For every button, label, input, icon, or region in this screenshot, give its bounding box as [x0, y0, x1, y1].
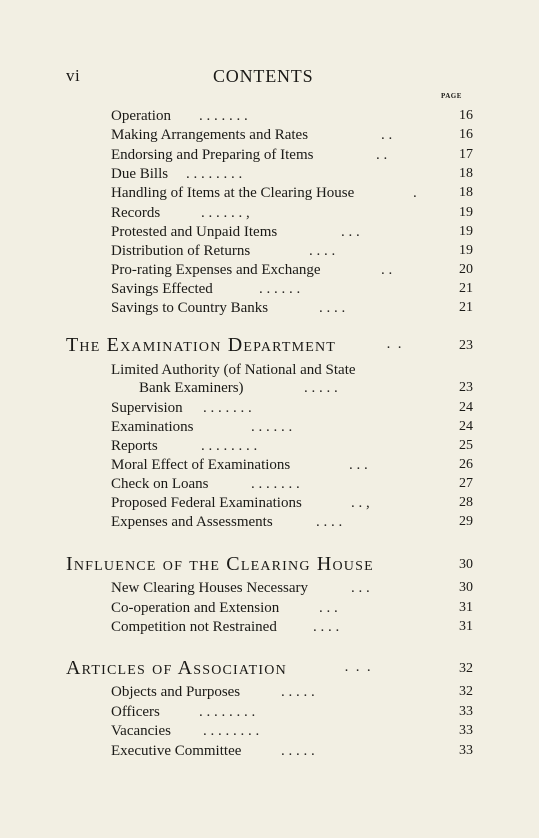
entry-title: Pro-rating Expenses and Exchange	[111, 262, 321, 278]
toc-entry	[111, 125, 473, 147]
entry-title: Operation	[111, 108, 171, 124]
entry-title: Savings Effected	[111, 281, 213, 297]
entry-title: Distribution of Returns	[111, 243, 251, 259]
dot-leader: . . . . .	[281, 684, 315, 700]
page-number: 24	[459, 419, 473, 434]
dot-leader: . . . . . . . .	[199, 704, 256, 720]
dot-leader: . . . . . . .	[203, 400, 252, 416]
entry-title: Due Bills	[111, 166, 169, 182]
dot-leader: . . .	[341, 224, 360, 240]
dot-leader: . . . . . . .	[199, 108, 248, 124]
toc-entry	[111, 378, 473, 400]
toc-entry	[111, 721, 473, 743]
page-number: 18	[459, 185, 473, 200]
dot-leader: . . .	[349, 457, 368, 473]
toc-section-heading	[66, 333, 473, 359]
entry-title: Objects and Purposes	[111, 684, 241, 700]
dot-leader: . . . .	[316, 514, 343, 530]
entry-title: Records	[111, 205, 161, 221]
entry-title: New Clearing Houses Necessary	[111, 580, 309, 596]
toc-entry	[111, 682, 473, 704]
toc-entry	[111, 183, 473, 205]
toc-entry	[111, 741, 473, 763]
entry-title: Limited Authority (of National and State	[111, 362, 356, 378]
page-number: 19	[459, 243, 473, 258]
dot-leader: .	[413, 185, 417, 201]
entry-title: Co-operation and Extension	[111, 600, 280, 616]
page-number: 29	[459, 514, 473, 529]
page-number: 19	[459, 205, 473, 220]
section-title: The Examination Department	[66, 334, 337, 356]
entry-title: Moral Effect of Examinations	[111, 457, 291, 473]
page-number: 23	[459, 338, 473, 353]
page-number: 30	[459, 580, 473, 595]
page-number: 27	[459, 476, 473, 491]
dot-leader: . . .	[351, 580, 370, 596]
dot-leader: . . . . . .	[251, 419, 293, 435]
toc-entry	[111, 578, 473, 600]
entry-title: Protested and Unpaid Items	[111, 224, 278, 240]
page-number: 30	[459, 557, 473, 572]
page-number: 31	[459, 619, 473, 634]
dot-leader: . . . . .	[304, 380, 338, 396]
entry-title: Vacancies	[111, 723, 171, 739]
dot-leader: · · ·	[344, 663, 373, 679]
page-number: 20	[459, 262, 473, 277]
page-folio: vi	[66, 66, 81, 85]
page-number: 16	[459, 108, 473, 123]
entry-title: Examinations	[111, 419, 194, 435]
toc-entry	[111, 298, 473, 320]
page-number: 23	[459, 380, 473, 395]
dot-leader: . . . . . .	[259, 281, 301, 297]
page-number: 21	[459, 281, 473, 296]
page-column-label: PAGE	[441, 92, 462, 100]
dot-leader: . .	[381, 262, 393, 278]
entry-title: Bank Examiners)	[139, 380, 244, 396]
dot-leader: . .	[376, 147, 388, 163]
page-number: 32	[459, 661, 473, 676]
page-number: 19	[459, 224, 473, 239]
dot-leader: . . ,	[351, 495, 370, 511]
entry-title: Competition not Restrained	[111, 619, 277, 635]
page-number: 33	[459, 704, 473, 719]
entry-title: Expenses and Assessments	[111, 514, 273, 530]
dot-leader: . . .	[319, 600, 338, 616]
page-number: 25	[459, 438, 473, 453]
entry-title: Officers	[111, 704, 160, 720]
dot-leader: . . . . . . ,	[201, 205, 250, 221]
toc-section-heading	[66, 552, 473, 578]
entry-title: Endorsing and Preparing of Items	[111, 147, 314, 163]
entry-title: Reports	[111, 438, 158, 454]
page-number: 28	[459, 495, 473, 510]
page-number: 26	[459, 457, 473, 472]
page-number: 32	[459, 684, 473, 699]
dot-leader: . .	[381, 127, 393, 143]
entry-title: Supervision	[111, 400, 183, 416]
dot-leader: . . . . . . . .	[201, 438, 258, 454]
page-number: 33	[459, 743, 473, 758]
entry-title: Check on Loans	[111, 476, 209, 492]
entry-title: Proposed Federal Examinations	[111, 495, 302, 511]
dot-leader: . . . .	[309, 243, 336, 259]
dot-leader: . . . . . . .	[251, 476, 300, 492]
entry-title: Savings to Country Banks	[111, 300, 269, 316]
page-number: 18	[459, 166, 473, 181]
page-number: 21	[459, 300, 473, 315]
dot-leader: . . . . .	[281, 743, 315, 759]
page-number: 16	[459, 127, 473, 142]
entry-title: Executive Committee	[111, 743, 242, 759]
page-number: 17	[459, 147, 473, 162]
page-number: 24	[459, 400, 473, 415]
toc-entry	[111, 617, 473, 639]
section-title: Influence of the Clearing House	[66, 553, 374, 575]
dot-leader: . . . . . . . .	[203, 723, 260, 739]
dot-leader: · ·	[386, 340, 404, 356]
dot-leader: . . . .	[319, 300, 346, 316]
page-number: 33	[459, 723, 473, 738]
entry-title: Making Arrangements and Rates	[111, 127, 309, 143]
dot-leader: . . . .	[313, 619, 340, 635]
dot-leader: . . . . . . . .	[186, 166, 243, 182]
running-head: CONTENTS	[213, 66, 314, 86]
toc-entry	[111, 512, 473, 534]
page-number: 31	[459, 600, 473, 615]
entry-title: Handling of Items at the Clearing House	[111, 185, 355, 201]
section-title: Articles of Association	[66, 657, 287, 679]
toc-section-heading	[66, 656, 473, 682]
